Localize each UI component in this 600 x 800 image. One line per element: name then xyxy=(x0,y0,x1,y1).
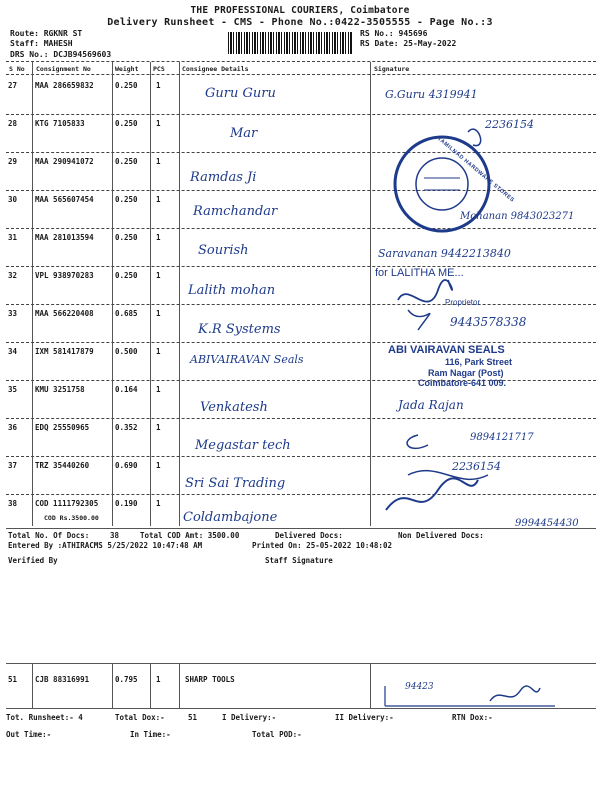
row-weight: 0.250 xyxy=(115,81,138,90)
row-consignment: MAA 286659832 xyxy=(35,81,94,90)
abi-address-1: 116, Park Street xyxy=(445,357,513,367)
col-divider xyxy=(112,664,113,708)
row-consignee-handwriting: Sourish xyxy=(198,243,249,258)
total-dox-value: 51 xyxy=(188,713,198,722)
cod-note: COD Rs.3500.00 xyxy=(44,514,99,522)
total-pod: Total POD:- xyxy=(252,730,302,739)
row-weight: 0.250 xyxy=(115,233,138,242)
row-signature: 9994454430 xyxy=(515,518,579,529)
non-delivered-docs: Non Delivered Docs: xyxy=(398,531,484,540)
row-signature: 9443578338 xyxy=(450,315,527,329)
row-signature: Saravanan 9442213840 xyxy=(378,247,511,260)
row-weight: 0.250 xyxy=(115,119,138,128)
bottom-row-pcs: 1 xyxy=(156,675,161,684)
row-sno: 37 xyxy=(8,461,18,470)
row-consignment: TRZ 35440260 xyxy=(35,461,90,470)
bottom-row-consignment: CJB 88316991 xyxy=(35,675,90,684)
row-signature: 2236154 xyxy=(452,460,501,473)
total-docs-label: Total No. Of Docs: xyxy=(8,531,90,540)
row-pcs: 1 xyxy=(156,81,161,90)
row-consignment: KTG 7105833 xyxy=(35,119,85,128)
abi-address-2: Ram Nagar (Post) xyxy=(428,368,504,378)
row-weight: 0.250 xyxy=(115,271,138,280)
row-consignee-handwriting: Venkatesh xyxy=(200,400,268,415)
proprietor-stamp: Proprietor xyxy=(445,298,481,307)
row-consignee-handwriting: Guru Guru xyxy=(205,86,276,101)
row-weight: 0.690 xyxy=(115,461,138,470)
total-docs-value: 38 xyxy=(110,531,120,540)
table-header-border xyxy=(6,74,596,75)
signature-scribbles xyxy=(378,80,598,530)
row-sno: 27 xyxy=(8,81,18,90)
row-consignee-handwriting: Lalith mohan xyxy=(188,283,276,298)
barcode xyxy=(228,32,353,54)
row-pcs: 1 xyxy=(156,119,161,128)
row-consignee-handwriting: Sri Sai Trading xyxy=(185,476,286,491)
row-consignee-handwriting: Ramdas Ji xyxy=(190,170,257,185)
row-sno: 30 xyxy=(8,195,18,204)
hardware-stamp-text: TAMILNAD HARDWARE STORES xyxy=(436,136,516,204)
row-weight: 0.352 xyxy=(115,423,138,432)
abi-address-3: Coimbatore-641 009. xyxy=(418,378,507,388)
rtn-dox: RTN Dox:- xyxy=(452,713,493,722)
entered-by: Entered By :ATHIRACMS 5/25/2022 10:47:48 AM xyxy=(8,541,203,550)
row-signature: Jada Rajan xyxy=(398,398,464,412)
row-signature: 2236154 xyxy=(485,118,534,131)
staff-signature-label: Staff Signature xyxy=(265,556,333,565)
row-consignment: KMU 3251758 xyxy=(35,385,85,394)
row-sno: 28 xyxy=(8,119,18,128)
bottom-row-border xyxy=(6,708,596,709)
abi-vairavan-stamp: ABI VAIRAVAN SEALS xyxy=(388,344,505,356)
row-pcs: 1 xyxy=(156,309,161,318)
printed-on: Printed On: 25-05-2022 10:48:02 xyxy=(252,541,392,550)
row-consignment: IXM 581417879 xyxy=(35,347,94,356)
row-pcs: 1 xyxy=(156,157,161,166)
row-weight: 0.164 xyxy=(115,385,138,394)
row-consignment: MAA 565607454 xyxy=(35,195,94,204)
row-consignment: MAA 290941072 xyxy=(35,157,94,166)
row-pcs: 1 xyxy=(156,499,161,508)
row-sno: 33 xyxy=(8,309,18,318)
row-pcs: 1 xyxy=(156,423,161,432)
table-top-border xyxy=(6,61,596,62)
ii-delivery: II Delivery:- xyxy=(335,713,394,722)
route-label: Route: RGKNR ST xyxy=(10,29,83,38)
bottom-row-consignee: SHARP TOOLS xyxy=(185,675,235,684)
total-cod: Total COD Amt: 3500.00 xyxy=(140,531,240,540)
row-weight: 0.250 xyxy=(115,157,138,166)
row-consignment: MAA 566220408 xyxy=(35,309,94,318)
row-signature: Mohanan 9843023271 xyxy=(460,211,575,222)
bottom-top-border xyxy=(6,663,596,664)
col-header-consignment: Consignment No xyxy=(36,65,91,73)
row-sno: 31 xyxy=(8,233,18,242)
row-sno: 32 xyxy=(8,271,18,280)
row-pcs: 1 xyxy=(156,385,161,394)
row-signature: G.Guru 4319941 xyxy=(385,88,478,101)
runsheet-title: Delivery Runsheet - CMS - Phone No.:0422-3505555 - Page No.:3 xyxy=(107,17,493,28)
verified-by: Verified By xyxy=(8,556,58,565)
drs-number: DRS No.: DCJB94569603 xyxy=(10,50,112,59)
bottom-row-signature: 94423 xyxy=(405,682,434,692)
row-consignee-handwriting: Mar xyxy=(230,126,258,141)
summary-top-border xyxy=(6,528,596,529)
bottom-row-weight: 0.795 xyxy=(115,675,138,684)
row-consignment: COD 1111792305 xyxy=(35,499,99,508)
row-sno: 29 xyxy=(8,157,18,166)
row-pcs: 1 xyxy=(156,347,161,356)
row-consignee-handwriting: Megastar tech xyxy=(195,438,291,453)
i-delivery: I Delivery:- xyxy=(222,713,277,722)
row-pcs: 1 xyxy=(156,195,161,204)
row-consignee-handwriting: Coldambajone xyxy=(183,510,278,525)
col-divider xyxy=(150,664,151,708)
row-consignee-handwriting: K.R Systems xyxy=(198,322,281,337)
col-header-pcs: PCS xyxy=(153,65,165,73)
delivered-docs: Delivered Docs: xyxy=(275,531,343,540)
row-sno: 35 xyxy=(8,385,18,394)
row-sno: 34 xyxy=(8,347,18,356)
row-weight: 0.500 xyxy=(115,347,138,356)
row-pcs: 1 xyxy=(156,461,161,470)
col-header-consignee: Consignee Details xyxy=(182,65,249,73)
row-pcs: 1 xyxy=(156,233,161,242)
in-time: In Time:- xyxy=(130,730,171,739)
row-weight: 0.250 xyxy=(115,195,138,204)
tot-runsheet: Tot. Runsheet:- 4 xyxy=(6,713,83,722)
rs-number: RS No.: 945696 xyxy=(360,29,428,38)
col-header-signature: Signature xyxy=(374,65,410,73)
row-pcs: 1 xyxy=(156,271,161,280)
bottom-signature-scribble xyxy=(380,676,560,710)
col-header-weight: Weight xyxy=(115,65,139,73)
rs-date: RS Date: 25-May-2022 xyxy=(360,39,457,48)
out-time: Out Time:- xyxy=(6,730,52,739)
row-consignment: MAA 281013594 xyxy=(35,233,94,242)
row-consignment: VPL 938970283 xyxy=(35,271,94,280)
lalitha-stamp: for LALITHA ME... xyxy=(375,267,464,279)
col-divider xyxy=(370,664,371,708)
total-dox-label: Total Dox:- xyxy=(115,713,165,722)
row-signature: 9894121717 xyxy=(470,432,534,443)
col-header-sno: S No xyxy=(9,65,25,73)
row-consignee-handwriting: ABIVAIRAVAN Seals xyxy=(190,353,304,366)
row-consignee-handwriting: Ramchandar xyxy=(193,204,278,219)
company-title: THE PROFESSIONAL COURIERS, Coimbatore xyxy=(190,5,410,16)
row-weight: 0.190 xyxy=(115,499,138,508)
row-sno: 38 xyxy=(8,499,18,508)
col-divider xyxy=(32,664,33,708)
col-divider xyxy=(179,664,180,708)
staff-label: Staff: MAHESH xyxy=(10,39,73,48)
bottom-row-sno: 51 xyxy=(8,675,18,684)
row-sno: 36 xyxy=(8,423,18,432)
row-weight: 0.685 xyxy=(115,309,138,318)
row-consignment: EDQ 25550965 xyxy=(35,423,90,432)
